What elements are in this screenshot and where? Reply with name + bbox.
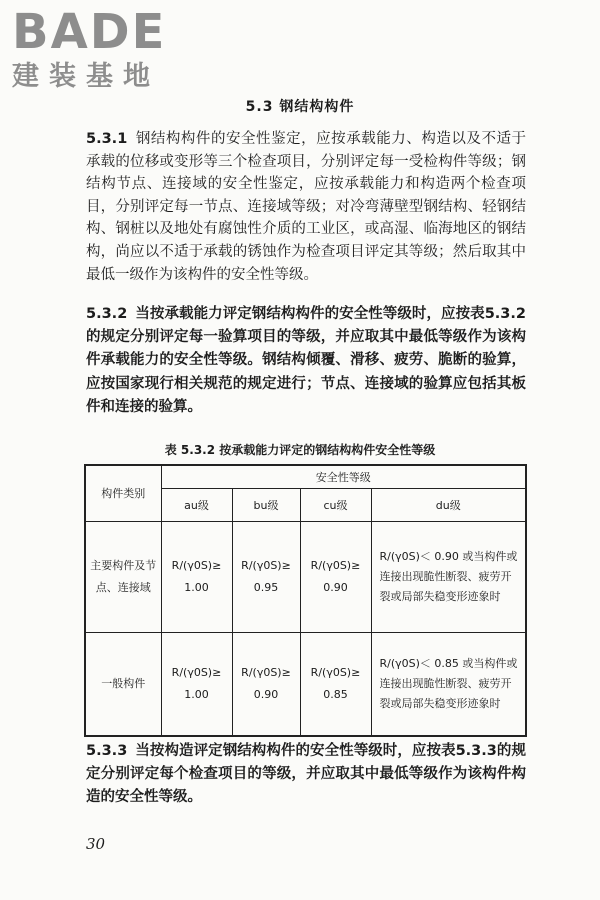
cell-au: R/(γ0S)≥ 1.00: [161, 521, 232, 632]
clause-5-3-1: [86, 128, 526, 286]
table-row: [85, 632, 526, 736]
clause-5-3-2: [86, 303, 526, 419]
cell-du: R/(γ0S)＜ 0.90 或当构件或连接出现脆性断裂、疲劳开裂或局部失稳变形迹象时: [371, 521, 526, 632]
cell-bu: R/(γ0S)≥ 0.90: [232, 632, 300, 736]
header-grade-cu: cu级: [300, 488, 371, 521]
cell-du: R/(γ0S)＜ 0.85 或当构件或连接出现脆性断裂、疲劳开裂或局部失稳变形迹象时: [371, 632, 526, 736]
table-header-row: [85, 465, 526, 488]
header-grade-au: au级: [161, 488, 232, 521]
logo-subtitle: 建装基地: [12, 61, 160, 92]
cell-category: 一般构件: [85, 632, 161, 736]
table-caption: 表 5.3.2 按承载能力评定的钢结构构件安全性等级: [164, 443, 436, 457]
header-safety-grade: 安全性等级: [161, 465, 526, 488]
clause-5-3-3: [86, 740, 526, 810]
logo-wordmark: BADE: [12, 4, 167, 60]
brand-logo: [12, 6, 182, 94]
clause-number: 5.3.3: [86, 743, 128, 759]
clause-number: 5.3.1: [86, 131, 128, 147]
clause-text: 当按构造评定钢结构构件的安全性等级时，应按表5.3.3的规定分别评定每个检查项目的等级，并应取其中最低等级作为该构件构造的安全性等级。: [86, 743, 526, 806]
cell-cu: R/(γ0S)≥ 0.85: [300, 632, 371, 736]
safety-grade-table: [84, 464, 527, 737]
clause-text: 钢结构构件的安全性鉴定，应按承载能力、构造以及不适于承载的位移或变形等三个检查项目，分别评定每一受检构件等级；钢结构节点、连接域的安全性鉴定，应按承载能力和构造两个检查项目，分别评定每一节点、连接域等级；对冷弯薄壁型钢结构、轻钢结构、钢桩以及地处有腐蚀性介质的工业区，或高湿、临海地区的钢结构，尚应以不适于承载的锈蚀作为检查项目评定其等级；然后取其中最低一级作为该构件的安全性等级。: [86, 131, 526, 283]
clause-text: 当按承载能力评定钢结构构件的安全性等级时，应按表5.3.2的规定分别评定每一验算项目的等级，并应取其中最低等级作为该构件承载能力的安全性等级。钢结构倾覆、滑移、疲劳、脆断的验算，应按国家现行相关规范的规定进行；节点、连接域的验算应包括其板件和连接的验算。: [86, 306, 526, 415]
cell-bu: R/(γ0S)≥ 0.95: [232, 521, 300, 632]
cell-cu: R/(γ0S)≥ 0.90: [300, 521, 371, 632]
table-row: [85, 521, 526, 632]
section-title: 5.3 钢结构构件: [245, 99, 355, 115]
header-component-type: 构件类别: [85, 465, 161, 521]
page-number: 30: [86, 835, 106, 853]
cell-au: R/(γ0S)≥ 1.00: [161, 632, 232, 736]
header-grade-bu: bu级: [232, 488, 300, 521]
cell-category: 主要构件及节点、连接域: [85, 521, 161, 632]
header-grade-du: du级: [371, 488, 526, 521]
clause-number: 5.3.2: [86, 306, 128, 322]
